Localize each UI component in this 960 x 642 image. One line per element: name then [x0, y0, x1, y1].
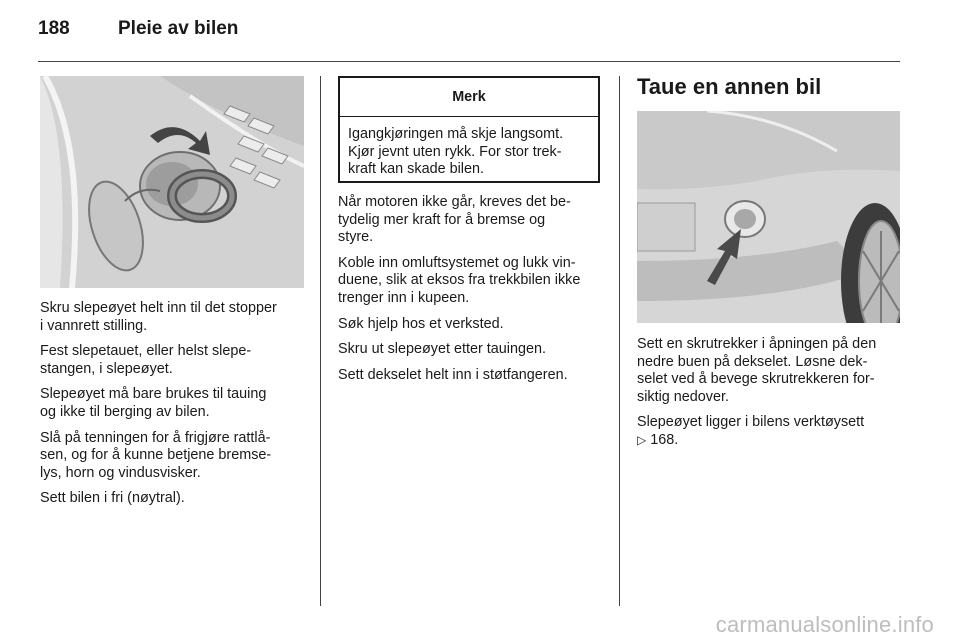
page-number: 188 [38, 18, 70, 39]
paragraph: Fest slepetauet, eller helst slepe- stangen, i slepeøyet. [40, 343, 252, 377]
paragraph: Slå på tenningen for å frigjøre rattlå- sen, og for å kunne betjene bremse- lys, horn og vindusvisker. [40, 429, 272, 481]
column-3-text [637, 336, 903, 458]
watermark: carmanualsonline.info [715, 612, 934, 637]
column-divider [619, 76, 620, 606]
note-text: Igangkjøringen må skje langsomt. Kjør jevnt uten rykk. For stor trek- kraft kan skade bilen. [348, 126, 564, 178]
tow-eye-illustration [40, 76, 304, 288]
note-box [338, 76, 600, 183]
page-reference: 168. [650, 431, 679, 448]
paragraph: Søk hjelp hos et verksted. [338, 315, 504, 332]
page-title: Pleie av bilen [118, 18, 239, 39]
reference-arrow-icon: ▷ [637, 432, 647, 447]
section-heading: Taue en annen bil [637, 74, 822, 99]
paragraph: Skru slepeøyet helt inn til det stopper i vannrett stilling. [40, 300, 277, 334]
tow-eye-drawing [40, 76, 304, 288]
rear-bumper-illustration [637, 111, 900, 323]
paragraph-text: Slepeøyet ligger i bilens verktøysett [637, 414, 865, 431]
column-divider [320, 76, 321, 606]
paragraph: Slepeøyet må bare brukes til tauing og ikke til berging av bilen. [40, 386, 267, 420]
paragraph: Koble inn omluftsystemet og lukk vin- duene, slik at eksos fra trekkbilen ikke trenger inn i kupeen. [338, 254, 581, 306]
paragraph: Når motoren ikke går, kreves det be- tydelig mer kraft for å bremse og styre. [338, 194, 571, 246]
paragraph [637, 414, 903, 449]
column-2-text [338, 194, 603, 392]
paragraph: Skru ut slepeøyet etter tauingen. [338, 341, 546, 358]
column-1-text [40, 300, 304, 516]
note-heading: Merk [340, 78, 598, 117]
paragraph: Sett dekselet helt inn i støtfangeren. [338, 366, 568, 383]
rear-bumper-drawing [637, 111, 900, 323]
header-rule [38, 61, 900, 62]
paragraph: Sett en skrutrekker i åpningen på den nedre buen på dekselet. Løsne dek- selet ved å bevege skrutrekkeren for- siktig nedover. [637, 336, 877, 405]
paragraph: Sett bilen i fri (nøytral). [40, 490, 185, 507]
